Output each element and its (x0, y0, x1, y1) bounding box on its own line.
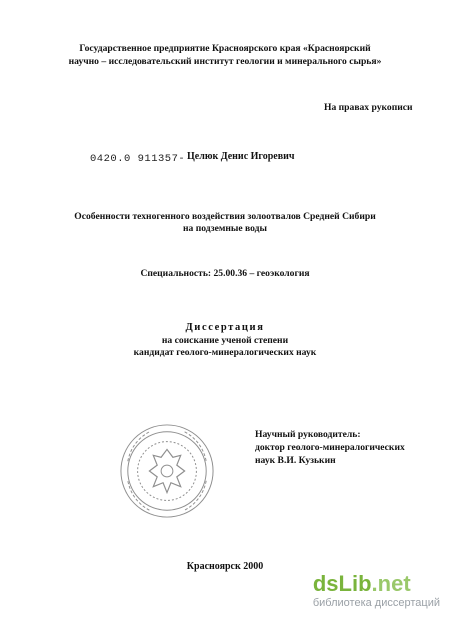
advisor-name: наук В.И. Кузькин (255, 455, 336, 466)
degree-line-2: кандидат геолого-минералогических наук (133, 347, 317, 358)
institution-line-2: научно – исследовательский институт геологии и минерального сырья» (68, 56, 382, 67)
dissertation-title-line-1: Особенности техногенного воздействия золоотвалов Средней Сибири (74, 211, 376, 222)
place-and-year: Красноярск 2000 (186, 561, 264, 572)
manuscript-rights: На правах рукописи (324, 102, 413, 113)
dslib-logo (313, 573, 440, 595)
dissertation-heading: Диссертация (185, 322, 265, 333)
dissertation-title-line-2: на подземные воды (182, 223, 268, 234)
institution-line-1: Государственное предприятие Красноярского края «Красноярский (79, 43, 371, 54)
degree-line-1: на соискание ученой степени (161, 335, 289, 346)
advisor-degree: доктор геолого-минералогических (255, 442, 405, 453)
library-seal-stamp (118, 422, 216, 520)
dslib-logo-main: dsLib (312, 571, 372, 596)
dslib-logo-tld: .net (371, 571, 411, 596)
registration-stamp-number: 0420.0 911357- (90, 153, 186, 165)
advisor-label: Научный руководитель: (255, 429, 361, 440)
dslib-watermark (313, 573, 440, 609)
dslib-tagline: библиотека диссертаций (312, 597, 440, 609)
specialty: Специальность: 25.00.36 – геоэкология (140, 268, 310, 279)
author-name: Целюк Денис Игоревич (187, 151, 295, 162)
